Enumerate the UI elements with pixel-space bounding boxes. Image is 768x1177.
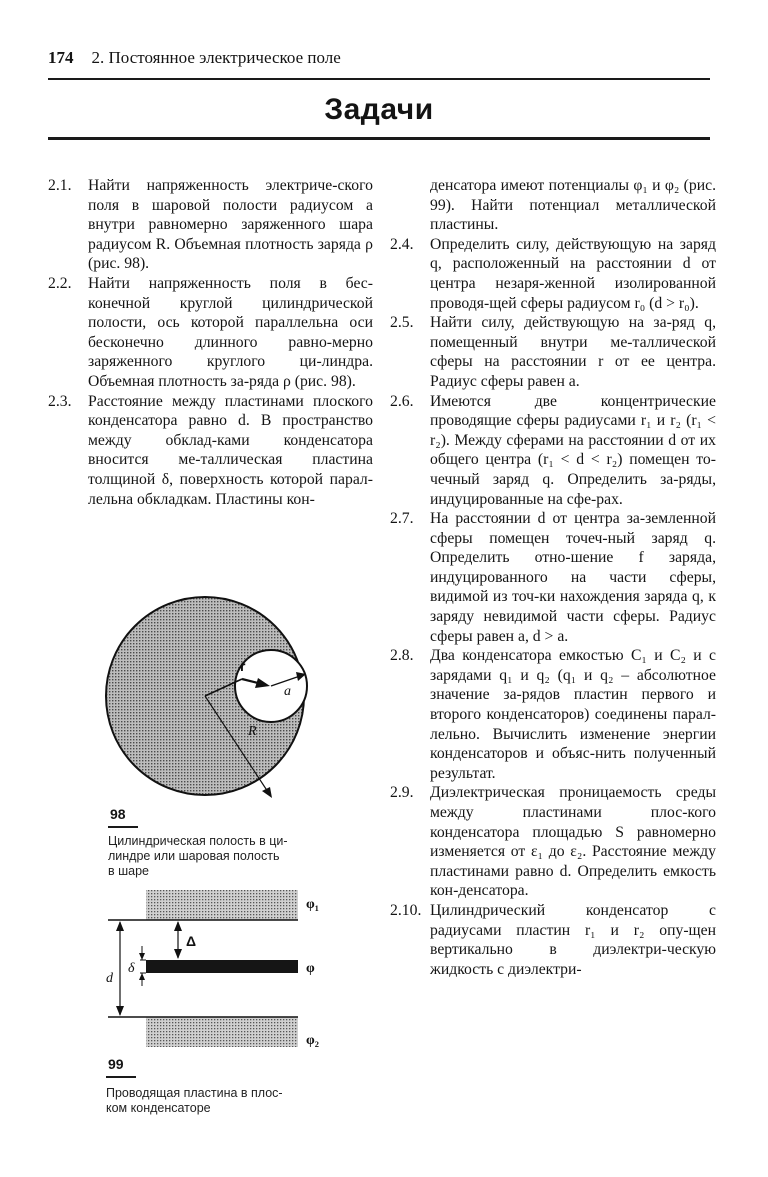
figure-number: 99: [108, 1056, 124, 1072]
problem-2-10: [390, 901, 716, 979]
problem-number: 2.7.: [390, 510, 414, 528]
label-Delta: Δ: [186, 933, 197, 949]
label-phi1: φ₁: [306, 897, 319, 912]
figure-99: [100, 884, 370, 1124]
delta-arrowhead-bottom: [139, 973, 145, 980]
caption-line: линдре или шаровая полость: [108, 849, 280, 863]
problem-number: 2.9.: [390, 784, 414, 802]
header-rule: [48, 78, 710, 80]
problem-2-1: [48, 176, 373, 274]
problem-number: 2.6.: [390, 392, 414, 410]
label-r: r: [240, 658, 246, 674]
figure-caption: [108, 834, 358, 879]
problem-2-7: [390, 509, 716, 646]
caption-line: ком конденсаторе: [106, 1101, 211, 1115]
problem-2-4: [390, 235, 716, 313]
title-rule: [48, 137, 710, 140]
caption-line: в шаре: [108, 864, 149, 878]
bottom-plate: [146, 1017, 298, 1047]
problem-2-6: [390, 392, 716, 510]
problem-number: 2.4.: [390, 235, 414, 253]
problem-number: 2.3.: [48, 392, 72, 410]
metal-plate: [146, 960, 298, 973]
figure-number-rule: [108, 826, 138, 828]
figure-98: [100, 592, 370, 882]
page-number: 174: [48, 48, 74, 67]
problem-2-8: [390, 646, 716, 783]
problem-number: 2.10.: [390, 901, 422, 919]
label-a: a: [284, 684, 291, 699]
problem-text: Найти напряженность поля в бес-конечной круглой цилиндрической полости, ось которой параллельна оси бесконечно длинного равно-мерно заряженного круглого ци-линдра. Объемная плотность за-ряда ρ (рис. 98).: [88, 274, 373, 390]
problem-number: 2.5.: [390, 314, 414, 332]
dimension-d-arrow-top: [116, 921, 124, 931]
problem-text: Расстояние между пластинами плоского конденсатора равно d. В пространство между обклад-ками конденсатора вносится ме-таллическая пластина толщиной δ, поверхность которой парал-лельна обкладкам. Пластины кон-: [88, 392, 373, 508]
problem-2-9: [390, 783, 716, 901]
right-column: [390, 176, 716, 979]
top-plate: [146, 890, 298, 920]
figure-number-rule: [106, 1076, 136, 1078]
problem-2-3: [48, 392, 373, 510]
problem-text: Диэлектрическая проницаемость среды между пластинами плос-кого конденсатора площадью S равномерно изменяется от ε₁ до ε₂. Расстояние между пластинами равно d. Определить емкость кон-денсатора.: [430, 784, 716, 900]
running-head: [48, 48, 710, 68]
label-R: R: [248, 724, 257, 739]
problem-text: На расстоянии d от центра за-земленной сферы помещен точеч-ный заряд q. Определить отно-шение f заряда, индуцированного на части сферы, видимой из точ-ки нахождения заряда q, к заряду невидимой части сферы. Радиус сферы равен a, d > a.: [430, 510, 716, 645]
left-column: [48, 176, 373, 509]
delta-arrowhead-top: [139, 953, 145, 960]
figure-number: 98: [110, 806, 126, 822]
problem-text: Определить силу, действующую на заряд q, расположенный на расстоянии d от центра незаря-женной изолированной проводя-щей сферы радиусом r₀ (d > r₀).: [430, 235, 716, 312]
problem-2-5: [390, 313, 716, 391]
problem-number: 2.2.: [48, 274, 72, 292]
section-title: Задачи: [324, 93, 434, 126]
running-title: 2. Постоянное электрическое поле: [91, 48, 341, 67]
problem-number: 2.8.: [390, 647, 414, 665]
problem-text: Найти напряженность электриче-ского поля в шаровой полости радиусом a внутри равномерно заряженного шара радиусом R. Объемная плотность заряда ρ (рис. 98).: [88, 177, 373, 273]
problem-number: 2.1.: [48, 177, 72, 194]
dimension-Delta-arrow-top: [174, 921, 182, 931]
problem-2-2: [48, 274, 373, 392]
radius-R-arrowhead: [262, 787, 272, 798]
problem-text: Найти силу, действующую на за-ряд q, помещенный внутри ме-таллической сферы на расстоянии r от ее центра. Радиус сферы равен a.: [430, 314, 716, 390]
figure-98-drawing: [100, 592, 370, 807]
problem-text: Цилиндрический конденсатор с радиусами пластин r₁ и r₂ опу-щен вертикально в диэлектри-ческую жидкость с диэлектри-: [430, 901, 716, 978]
problem-text: денсатора имеют потенциалы φ₁ и φ₂ (рис. 99). Найти потенциал металлической пластины.: [430, 177, 716, 234]
label-phi2: φ₂: [306, 1033, 319, 1048]
figure-caption: [106, 1086, 356, 1116]
dimension-Delta-arrow-bottom: [174, 949, 182, 959]
label-phi: φ: [306, 961, 315, 976]
dimension-d-arrow-bottom: [116, 1006, 124, 1016]
problem-text: Имеются две концентрические проводящие сферы радиусами r₁ и r₂ (r₁ < r₂). Между сферами на расстоянии d от их общего центра (r₁ < d < r₂) помещен то-чечный заряд q. Определить за-ряды, индуцированные на сфе-рах.: [430, 392, 716, 508]
label-d: d: [106, 971, 113, 986]
caption-line: Проводящая пластина в плос-: [106, 1086, 283, 1100]
problem-text: Два конденсатора емкостью C₁ и C₂ и с зарядами q₁ и q₂ (q₁ и q₂ – абсолютное значение за-рядов пластин первого и второго конденсаторов) соединены парал-лельно. Вычислить изменение энергии конденсаторов и объяс-нить полученный результат.: [430, 647, 716, 782]
label-delta: δ: [128, 961, 135, 976]
caption-line: Цилиндрическая полость в ци-: [108, 834, 288, 848]
figure-99-drawing: [100, 884, 370, 1049]
problem-2-3-continued: [390, 176, 716, 235]
